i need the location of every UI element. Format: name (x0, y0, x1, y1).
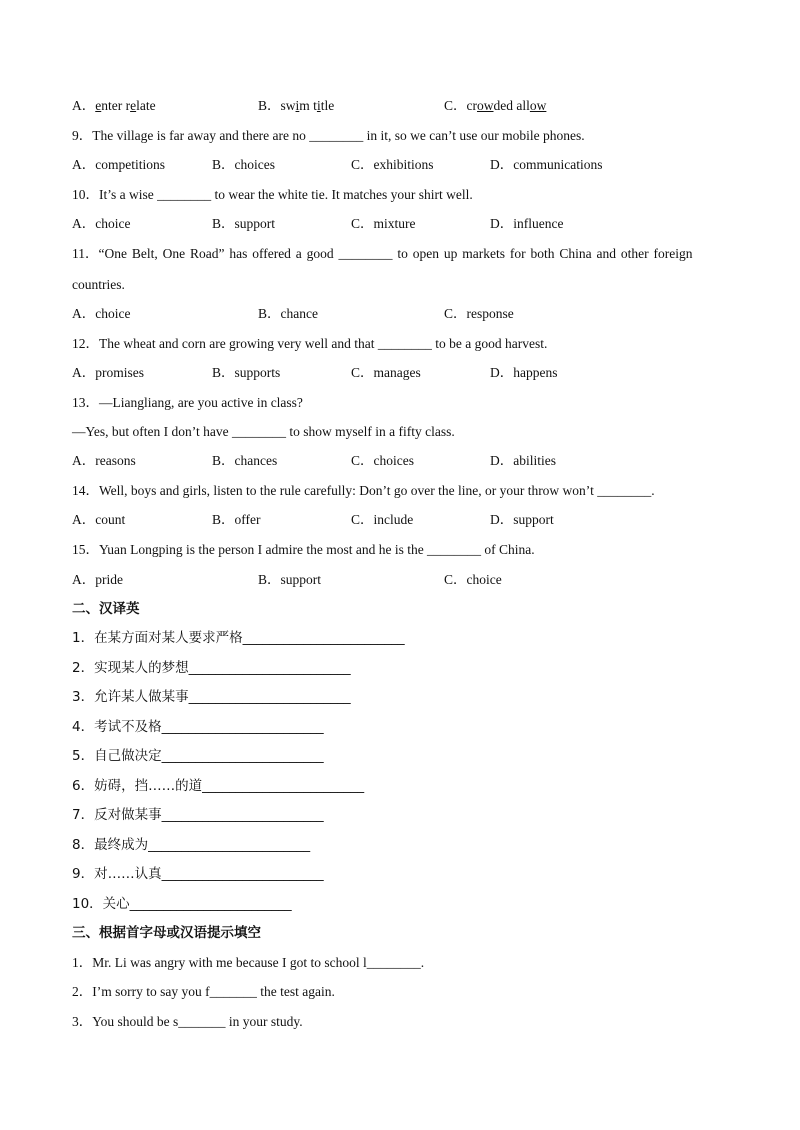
q10-option-a: A．choice (72, 216, 131, 231)
q14-option-a: A．count (72, 512, 126, 527)
q13-option-a: A．reasons (72, 453, 136, 468)
q11-options (72, 305, 752, 323)
translation-item: 7．反对做某事________________________ (72, 807, 324, 823)
translation-item: 4．考试不及格________________________ (72, 719, 324, 735)
q15-option-c: C．choice (444, 572, 502, 587)
q9-option-c: C．exhibitions (351, 157, 434, 172)
q12-option-d: D．happens (490, 365, 558, 380)
q10-options (72, 215, 752, 233)
q13-options (72, 452, 752, 470)
q10-option-c: C．mixture (351, 216, 416, 231)
translation-item: 10．关心________________________ (72, 896, 292, 912)
q14-option-d: D．support (490, 512, 554, 527)
q10-stem: 10．It’s a wise ________ to wear the white tie. It matches your shirt well. (72, 187, 473, 202)
q11-stem-continued: countries. (72, 277, 125, 292)
q12-stem: 12．The wheat and corn are growing very well and that ________ to be a good harvest. (72, 336, 548, 351)
fill-in-item: 3．You should be s_______ in your study. (72, 1014, 303, 1029)
q11-option-a: A．choice (72, 306, 131, 321)
q14-option-c: C．include (351, 512, 414, 527)
fill-in-item: 1．Mr. Li was angry with me because I got to school l________. (72, 955, 425, 970)
translation-item: 9．对……认真________________________ (72, 866, 324, 882)
q14-options (72, 511, 752, 529)
q10-option-d: D．influence (490, 216, 564, 231)
q9-option-d: D．communications (490, 157, 603, 172)
translation-item: 1．在某方面对某人要求严格________________________ (72, 630, 405, 646)
q9-option-b: B．choices (212, 157, 275, 172)
q13-option-b: B．chances (212, 453, 278, 468)
q13-option-c: C．choices (351, 453, 414, 468)
q8-options (72, 97, 752, 115)
q14-stem: 14．Well, boys and girls, listen to the rule carefully: Don’t go over the line, or your throw won’t ________. (72, 483, 655, 498)
q11-option-c: C．response (444, 306, 514, 321)
q15-option-b: B．support (258, 572, 322, 587)
section-heading-fill-in: 三、根据首字母或汉语提示填空 (72, 925, 261, 941)
q13-option-d: D．abilities (490, 453, 556, 468)
translation-item: 6．妨碍，挡……的道________________________ (72, 778, 365, 794)
q15-stem: 15．Yuan Longping is the person I admire the most and he is the ________ of China. (72, 542, 535, 557)
q8-option-a: A．enter relate (72, 98, 156, 113)
section-heading-translation: 二、汉译英 (72, 601, 140, 617)
q12-option-c: C．manages (351, 365, 421, 380)
q10-option-b: B．support (212, 216, 276, 231)
q9-option-a: A．competitions (72, 157, 165, 172)
translation-item: 2．实现某人的梦想________________________ (72, 660, 351, 676)
q12-option-a: A．promises (72, 365, 144, 380)
q12-option-b: B．supports (212, 365, 281, 380)
q13-stem-reply: —Yes, but often I don’t have ________ to show myself in a fifty class. (72, 424, 455, 439)
translation-item: 3．允许某人做某事________________________ (72, 689, 351, 705)
q14-option-b: B．offer (212, 512, 261, 527)
q15-options (72, 571, 752, 589)
fill-in-item: 2．I’m sorry to say you f_______ the test again. (72, 984, 335, 999)
q11-option-b: B．chance (258, 306, 318, 321)
q12-options (72, 364, 752, 382)
q9-stem: 9．The village is far away and there are no ________ in it, so we can’t use our mobile phones. (72, 128, 585, 143)
translation-item: 5．自己做决定________________________ (72, 748, 324, 764)
q13-stem: 13．—Liangliang, are you active in class? (72, 395, 303, 410)
q15-option-a: A．pride (72, 572, 123, 587)
q8-option-c: C．crowded allow (444, 98, 547, 113)
q8-option-b: B．swim title (258, 98, 335, 113)
q11-stem: 11．“One Belt, One Road” has offered a good ________ to open up markets for both China and other foreign (72, 246, 693, 261)
q9-options (72, 156, 752, 174)
translation-item: 8．最终成为________________________ (72, 837, 311, 853)
